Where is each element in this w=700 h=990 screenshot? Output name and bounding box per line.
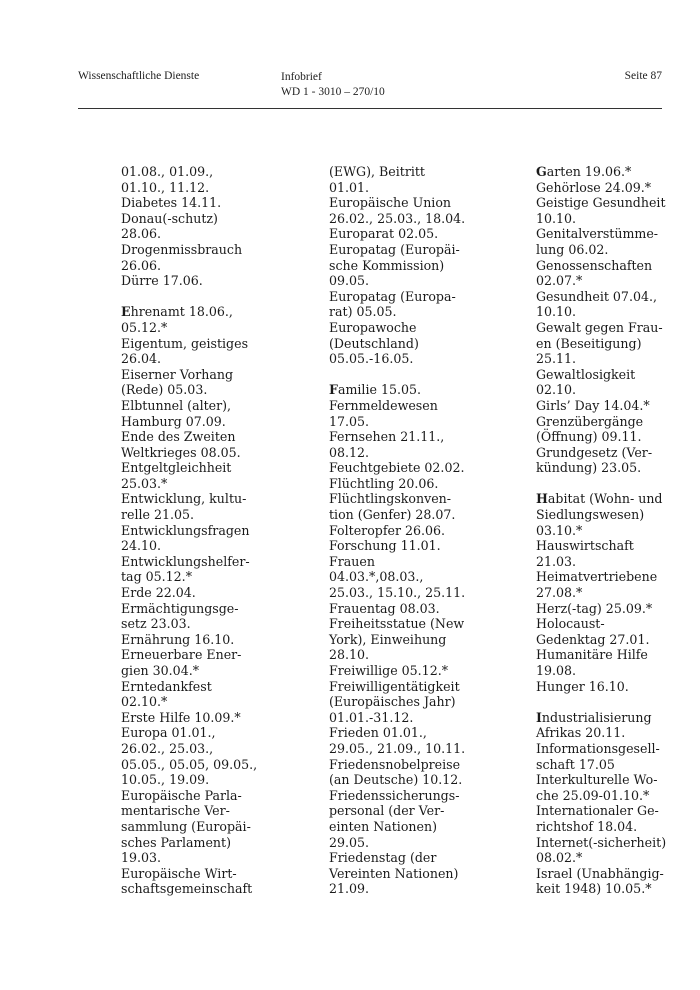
index-entry-line xyxy=(536,429,666,445)
index-entry-text: 01.08., 01.09., xyxy=(121,164,214,179)
index-entry-line xyxy=(536,788,666,804)
index-entry-line xyxy=(329,398,479,414)
index-entry-text: tag 05.12.* xyxy=(121,569,192,585)
index-entry-line xyxy=(536,445,666,461)
header-divider xyxy=(78,108,662,109)
index-entry-line xyxy=(329,694,479,710)
index-entry-text: Feuchtgebiete 02.02. xyxy=(329,460,465,476)
index-entry-line xyxy=(329,772,479,788)
index-entry-line xyxy=(536,336,666,352)
index-entry-line xyxy=(536,725,666,741)
index-entry-line xyxy=(329,881,479,897)
index-entry-text: Friedensnobelpreise xyxy=(329,756,461,772)
index-entry-line xyxy=(536,647,666,663)
index-column-1 xyxy=(121,164,271,897)
index-entry-text: 25.03.* xyxy=(121,475,168,491)
index-entry-line xyxy=(536,757,666,773)
index-entry-text: Entwicklung, kultu- xyxy=(121,491,247,507)
index-entry-text: 01.01. xyxy=(329,179,370,195)
index-entry-line xyxy=(536,835,666,851)
index-entry-line xyxy=(121,367,271,383)
index-entry-line xyxy=(329,850,479,866)
index-entry-text: 05.05., 05.05, 09.05., xyxy=(121,756,258,772)
index-entry-text: Afrikas 20.11. xyxy=(536,725,626,741)
index-entry-text: Friedenssicherungs- xyxy=(329,787,460,803)
index-entry-line xyxy=(329,663,479,679)
index-entry-text: 28.06. xyxy=(121,226,162,242)
index-entry-text: Fernmeldewesen xyxy=(329,397,438,413)
index-entry-line xyxy=(121,710,271,726)
index-entry-line xyxy=(536,320,666,336)
index-entry-text: richtshof 18.04. xyxy=(536,818,638,834)
index-entry-text: 25.03., 15.10., 25.11. xyxy=(329,585,466,601)
index-entry-text: Ende des Zweiten xyxy=(121,429,236,445)
index-column-2 xyxy=(329,164,479,897)
index-entry-text: Gewalt gegen Frau- xyxy=(536,319,663,335)
section-gap xyxy=(536,476,666,492)
index-entry-line xyxy=(121,195,271,211)
index-entry-text: Interkulturelle Wo- xyxy=(536,772,658,788)
index-entry-text: sche Kommission) xyxy=(329,257,445,273)
index-entry-text: Friedenstag (der xyxy=(329,850,437,866)
index-entry-text: Israel (Unabhängig- xyxy=(536,865,664,881)
index-entry-text: 02.10. xyxy=(536,382,577,398)
index-entry-text: Gedenktag 27.01. xyxy=(536,631,650,647)
index-entry-text: 25.11. xyxy=(536,351,577,367)
index-entry-text: Hauswirtschaft xyxy=(536,538,634,554)
index-entry-text: Internet(-sicherheit) xyxy=(536,834,667,850)
index-entry-text: Europarat 02.05. xyxy=(329,226,439,242)
index-entry-line xyxy=(121,460,271,476)
index-entry-text: (Öffnung) 09.11. xyxy=(536,429,642,445)
index-entry-line xyxy=(121,741,271,757)
section-gap xyxy=(329,367,479,383)
index-entry-line xyxy=(329,585,479,601)
index-entry-line xyxy=(536,803,666,819)
index-entry-line xyxy=(121,850,271,866)
index-entry-text: Diabetes 14.11. xyxy=(121,195,222,211)
index-entry-text: rat) 05.05. xyxy=(329,304,397,320)
index-entry-text: Siedlungswesen) xyxy=(536,507,645,523)
index-entry-text: Europa 01.01., xyxy=(121,725,216,741)
index-entry-text: Erntedankfest xyxy=(121,678,212,694)
index-entry-text: kündung) 23.05. xyxy=(536,460,642,476)
index-entry-line xyxy=(329,445,479,461)
index-entry-line xyxy=(329,304,479,320)
index-entry-text: 29.05., 21.09., 10.11. xyxy=(329,740,466,756)
index-entry-text: en (Beseitigung) xyxy=(536,335,642,351)
index-entry-line xyxy=(329,819,479,835)
index-entry-text: (Rede) 05.03. xyxy=(121,382,208,398)
index-entry-text: (Europäisches Jahr) xyxy=(329,694,456,710)
index-entry-line xyxy=(536,289,666,305)
index-entry-text: Frauentag 08.03. xyxy=(329,600,440,616)
index-entry-line xyxy=(121,507,271,523)
index-entry-line xyxy=(536,585,666,601)
index-entry-text: Donau(-schutz) xyxy=(121,210,218,226)
index-entry-line xyxy=(329,226,479,242)
index-entry-text: Erste Hilfe 10.09.* xyxy=(121,709,241,725)
index-entry-text: 27.08.* xyxy=(536,585,583,601)
index-entry-line xyxy=(536,523,666,539)
index-entry-text: Europäische Wirt- xyxy=(121,865,237,881)
index-entry-line xyxy=(121,398,271,414)
index-entry-text: gien 30.04.* xyxy=(121,663,200,678)
index-entry-text: Internationaler Ge- xyxy=(536,803,659,819)
index-entry-line xyxy=(329,569,479,585)
section-initial-letter: E xyxy=(121,304,131,320)
index-entry-text: arten 19.06.* xyxy=(546,164,632,179)
index-entry-text: tion (Genfer) 28.07. xyxy=(329,507,456,523)
index-entry-text: Dürre 17.06. xyxy=(121,273,203,289)
index-entry-line xyxy=(329,632,479,648)
index-entry-text: Ernährung 16.10. xyxy=(121,631,235,647)
index-entry-line xyxy=(121,881,271,897)
index-entry-text: 26.02., 25.03., 18.04. xyxy=(329,210,466,226)
index-entry-text: Heimatvertriebene xyxy=(536,569,658,585)
index-entry-line xyxy=(121,429,271,445)
index-entry-text: 09.05. xyxy=(329,273,370,289)
index-entry-line xyxy=(329,725,479,741)
index-entry-line xyxy=(121,445,271,461)
index-entry-text: lung 06.02. xyxy=(536,241,609,257)
index-entry-text: 28.10. xyxy=(329,647,370,663)
index-entry-line xyxy=(121,725,271,741)
index-entry-line xyxy=(329,382,479,398)
section-initial-letter: I xyxy=(536,709,542,725)
index-entry-text: Forschung 11.01. xyxy=(329,538,441,554)
index-entry-text: 08.12. xyxy=(329,444,370,460)
index-entry-text: Freiwilligentätigkeit xyxy=(329,678,460,694)
index-entry-text: Folteropfer 26.06. xyxy=(329,522,446,538)
index-entry-text: schaftsgemeinschaft xyxy=(121,881,253,897)
index-entry-line xyxy=(329,195,479,211)
index-entry-text: Europäische Parla- xyxy=(121,787,242,803)
section-initial-letter: H xyxy=(536,491,548,507)
index-entry-line xyxy=(536,850,666,866)
index-column-3 xyxy=(536,164,666,897)
index-entry-text: Entwicklungshelfer- xyxy=(121,553,250,569)
index-entry-text: 10.10. xyxy=(536,210,577,226)
index-entry-line xyxy=(121,273,271,289)
index-entry-text: Fernsehen 21.11., xyxy=(329,429,445,445)
index-entry-text: Erde 22.04. xyxy=(121,585,196,601)
index-entry-text: 21.03. xyxy=(536,553,577,569)
index-entry-line xyxy=(329,429,479,445)
index-entry-line xyxy=(329,523,479,539)
index-entry-text: Freiheitsstatue (New xyxy=(329,616,465,632)
index-entry-text: Flüchtling 20.06. xyxy=(329,475,439,491)
index-entry-text: relle 21.05. xyxy=(121,507,195,523)
index-entry-text: amilie 15.05. xyxy=(337,382,421,398)
index-entry-text: Hunger 16.10. xyxy=(536,678,629,694)
index-entry-text: hrenamt 18.06., xyxy=(130,304,233,320)
index-entry-line xyxy=(536,382,666,398)
index-entry-text: Genitalverstümme- xyxy=(536,226,659,242)
index-entry-line xyxy=(536,180,666,196)
index-entry-line xyxy=(536,164,666,180)
index-entry-text: Entgeltgleichheit xyxy=(121,460,232,476)
index-entry-text: Gesundheit 07.04., xyxy=(536,288,657,304)
index-entry-text: 05.05.-16.05. xyxy=(329,351,414,367)
index-entry-text: 03.10.* xyxy=(536,522,583,538)
index-entry-line xyxy=(329,211,479,227)
index-entry-text: 19.03. xyxy=(121,850,162,866)
index-entry-text: che 25.09-01.10.* xyxy=(536,787,650,803)
index-entry-text: Freiwillige 05.12.* xyxy=(329,663,449,678)
index-entry-line xyxy=(329,180,479,196)
index-entry-text: Erneuerbare Ener- xyxy=(121,647,242,663)
index-entry-text: Genossenschaften xyxy=(536,257,653,273)
index-entry-line xyxy=(121,788,271,804)
index-entry-line xyxy=(329,866,479,882)
index-entry-text: Hamburg 07.09. xyxy=(121,413,226,429)
index-entry-text: Eigentum, geistiges xyxy=(121,335,249,351)
index-entry-text: 08.02.* xyxy=(536,850,583,866)
index-entry-line xyxy=(329,601,479,617)
index-entry-line xyxy=(536,414,666,430)
index-entry-text: 05.12.* xyxy=(121,319,168,335)
index-entry-line xyxy=(536,538,666,554)
index-entry-line xyxy=(121,538,271,554)
index-entry-text: (Deutschland) xyxy=(329,335,419,351)
index-entry-line xyxy=(121,336,271,352)
index-entry-text: sches Parlament) xyxy=(121,834,231,850)
index-entry-line xyxy=(121,803,271,819)
index-entry-text: 01.01.-31.12. xyxy=(329,709,414,725)
index-entry-line xyxy=(536,491,666,507)
index-entry-line xyxy=(536,367,666,383)
index-entry-line xyxy=(329,679,479,695)
index-entry-line xyxy=(536,881,666,897)
index-entry-line xyxy=(121,226,271,242)
index-entry-line xyxy=(121,320,271,336)
index-entry-line xyxy=(121,554,271,570)
index-entry-line xyxy=(121,819,271,835)
index-entry-line xyxy=(536,632,666,648)
index-entry-text: Geistige Gesundheit xyxy=(536,195,666,211)
index-entry-text: ndustrialisierung xyxy=(541,709,652,725)
index-entry-line xyxy=(329,788,479,804)
index-entry-text: 21.09. xyxy=(329,881,370,897)
section-gap xyxy=(121,289,271,305)
index-entry-line xyxy=(536,554,666,570)
index-entry-text: Weltkrieges 08.05. xyxy=(121,444,241,460)
index-entry-line xyxy=(536,211,666,227)
index-entry-line xyxy=(121,491,271,507)
header-document-info xyxy=(281,70,385,100)
index-entry-text: York), Einweihung xyxy=(329,631,447,647)
index-entry-line xyxy=(329,476,479,492)
index-entry-text: 19.08. xyxy=(536,663,577,678)
index-entry-text: 10.05., 19.09. xyxy=(121,772,210,788)
index-entry-text: 04.03.*,08.03., xyxy=(329,569,424,585)
index-entry-line xyxy=(536,679,666,695)
index-entry-line xyxy=(121,757,271,773)
index-entry-text: Holocaust- xyxy=(536,616,605,632)
index-entry-text: 29.05. xyxy=(329,834,370,850)
index-entry-line xyxy=(329,835,479,851)
index-entry-line xyxy=(536,242,666,258)
index-entry-line xyxy=(536,819,666,835)
header-doc-type: Infobrief xyxy=(281,71,322,83)
index-entry-line xyxy=(536,258,666,274)
index-entry-line xyxy=(329,647,479,663)
index-entry-text: 10.10. xyxy=(536,304,577,320)
index-entry-line xyxy=(536,866,666,882)
index-entry-text: 26.02., 25.03., xyxy=(121,740,214,756)
index-entry-text: 02.07.* xyxy=(536,273,583,289)
index-entry-text: 17.05. xyxy=(329,413,370,429)
index-entry-line xyxy=(121,647,271,663)
index-entry-line xyxy=(536,195,666,211)
index-entry-text: Girls’ Day 14.04.* xyxy=(536,397,650,413)
index-entry-line xyxy=(121,164,271,180)
section-gap xyxy=(536,694,666,710)
index-entry-line xyxy=(536,304,666,320)
index-entry-text: 01.10., 11.12. xyxy=(121,179,210,195)
index-entry-line xyxy=(329,414,479,430)
index-entry-line xyxy=(121,476,271,492)
index-entry-text: schaft 17.05 xyxy=(536,756,615,772)
index-entry-line xyxy=(536,710,666,726)
index-entry-line xyxy=(121,601,271,617)
index-entry-line xyxy=(121,585,271,601)
section-initial-letter: G xyxy=(536,164,547,179)
header-page-number: Seite 87 xyxy=(624,70,662,82)
index-entry-text: einten Nationen) xyxy=(329,818,438,834)
index-entry-text: Europawoche xyxy=(329,319,417,335)
index-entry-line xyxy=(329,351,479,367)
index-entry-text: Grenzübergänge xyxy=(536,413,644,429)
index-entry-text: Frieden 01.01., xyxy=(329,725,427,741)
header-doc-number: WD 1 - 3010 – 270/10 xyxy=(281,86,385,98)
index-entry-line xyxy=(329,289,479,305)
index-entry-text: sammlung (Europäi- xyxy=(121,818,251,834)
section-initial-letter: F xyxy=(329,382,338,398)
index-entry-text: setz 23.03. xyxy=(121,616,191,632)
page-header xyxy=(78,70,662,108)
index-entry-text: Europatag (Europäi- xyxy=(329,241,460,257)
index-entry-line xyxy=(329,273,479,289)
index-entry-line xyxy=(329,538,479,554)
index-entry-line xyxy=(329,757,479,773)
index-entry-line xyxy=(121,242,271,258)
index-entry-line xyxy=(121,351,271,367)
index-entry-line xyxy=(329,507,479,523)
index-entry-text: 24.10. xyxy=(121,538,162,554)
index-entry-text: Europatag (Europa- xyxy=(329,288,456,304)
index-entry-line xyxy=(329,616,479,632)
index-entry-text: Entwicklungsfragen xyxy=(121,522,250,538)
index-entry-line xyxy=(121,382,271,398)
index-entry-text: Gehörlose 24.09.* xyxy=(536,179,652,195)
index-entry-text: Flüchtlingskonven- xyxy=(329,491,452,507)
index-entry-line xyxy=(121,258,271,274)
index-entry-line xyxy=(121,866,271,882)
index-entry-line xyxy=(329,554,479,570)
index-entry-line xyxy=(536,398,666,414)
index-entry-line xyxy=(121,663,271,679)
index-entry-line xyxy=(329,710,479,726)
index-entry-line xyxy=(536,616,666,632)
index-entry-text: keit 1948) 10.05.* xyxy=(536,881,652,897)
index-entry-line xyxy=(329,242,479,258)
index-entry-text: Ermächtigungsge- xyxy=(121,600,239,616)
index-entry-line xyxy=(121,414,271,430)
index-entry-line xyxy=(329,741,479,757)
index-entry-line xyxy=(121,694,271,710)
index-entry-text: Informationsgesell- xyxy=(536,740,660,756)
index-entry-text: Elbtunnel (alter), xyxy=(121,397,232,413)
index-entry-line xyxy=(121,772,271,788)
index-entry-text: Grundgesetz (Ver- xyxy=(536,444,653,460)
index-entry-line xyxy=(536,226,666,242)
index-entry-line xyxy=(536,772,666,788)
index-entry-line xyxy=(121,616,271,632)
index-entry-text: Humanitäre Hilfe xyxy=(536,647,648,663)
index-entry-text: abitat (Wohn- und xyxy=(547,491,663,507)
index-entry-line xyxy=(329,803,479,819)
index-entry-line xyxy=(329,460,479,476)
index-entry-line xyxy=(121,523,271,539)
index-entry-line xyxy=(329,491,479,507)
index-entry-text: Eiserner Vorhang xyxy=(121,366,234,382)
index-entry-line xyxy=(121,180,271,196)
index-entry-line xyxy=(329,164,479,180)
index-entry-line xyxy=(329,320,479,336)
index-entry-line xyxy=(121,211,271,227)
index-entry-text: 26.06. xyxy=(121,257,162,273)
index-entry-line xyxy=(329,336,479,352)
index-entry-line xyxy=(536,663,666,679)
index-entry-text: Gewaltlosigkeit xyxy=(536,366,636,382)
index-entry-text: Herz(-tag) 25.09.* xyxy=(536,600,653,616)
header-institution: Wissenschaftliche Dienste xyxy=(78,70,200,82)
index-entry-line xyxy=(536,601,666,617)
index-entry-text: Europäische Union xyxy=(329,195,452,211)
index-entry-text: Drogenmissbrauch xyxy=(121,241,243,257)
index-entry-line xyxy=(121,569,271,585)
index-entry-line xyxy=(536,351,666,367)
index-entry-line xyxy=(536,273,666,289)
index-entry-line xyxy=(121,304,271,320)
index-entry-line xyxy=(121,835,271,851)
index-entry-text: 02.10.* xyxy=(121,694,168,710)
index-entry-line xyxy=(121,632,271,648)
index-entry-line xyxy=(536,569,666,585)
index-entry-text: mentarische Ver- xyxy=(121,803,230,819)
index-entry-text: 26.04. xyxy=(121,351,162,367)
index-entry-line xyxy=(536,741,666,757)
index-entry-text: Vereinten Nationen) xyxy=(329,865,459,881)
index-entry-line xyxy=(329,258,479,274)
index-entry-text: Frauen xyxy=(329,553,375,569)
index-entry-line xyxy=(536,507,666,523)
index-entry-line xyxy=(536,460,666,476)
index-entry-text: (EWG), Beitritt xyxy=(329,164,425,179)
index-entry-line xyxy=(121,679,271,695)
index-entry-text: personal (der Ver- xyxy=(329,803,445,819)
index-entry-text: (an Deutsche) 10.12. xyxy=(329,772,463,788)
